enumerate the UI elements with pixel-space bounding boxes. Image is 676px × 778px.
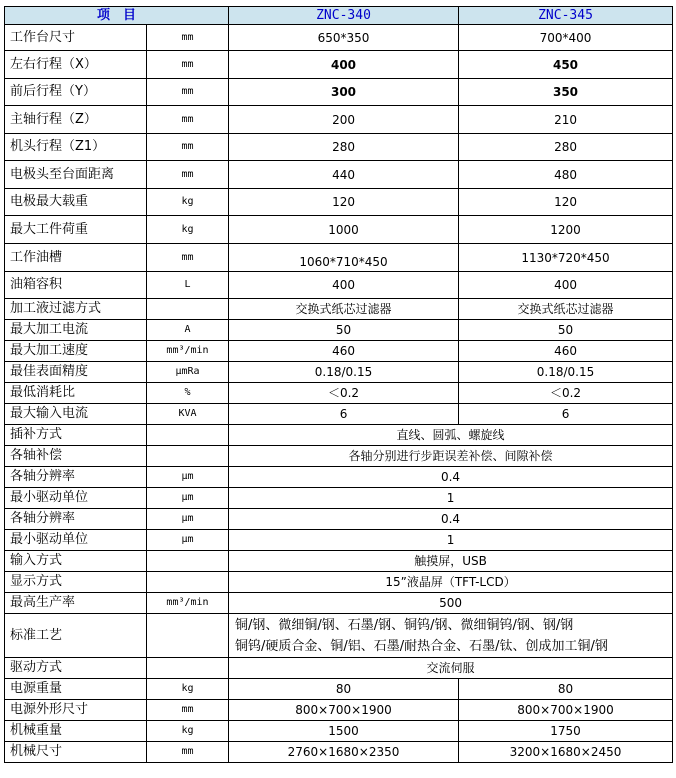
row-value-merged: 500	[229, 593, 673, 614]
row-value-merged: 1	[229, 488, 673, 509]
header-row	[5, 7, 673, 25]
row-label: 电极头至台面距离	[5, 161, 147, 189]
row-value-b: 280	[459, 134, 673, 161]
row-value-b: 460	[459, 341, 673, 362]
row-label: 最大加工电流	[5, 320, 147, 341]
row-unit: mm	[147, 106, 229, 134]
row-value-a: 1000	[229, 216, 459, 244]
row-label: 机械重量	[5, 721, 147, 742]
row-label: 各轴分辨率	[5, 467, 147, 488]
table-row	[5, 488, 673, 509]
table-row	[5, 700, 673, 721]
row-label: 最小驱动单位	[5, 530, 147, 551]
row-value-a: 440	[229, 161, 459, 189]
table-row	[5, 404, 673, 425]
row-value-b: 3200×1680×2450	[459, 742, 673, 763]
row-value-b: 120	[459, 189, 673, 216]
table-row	[5, 509, 673, 530]
row-unit: mm	[147, 700, 229, 721]
row-label: 最小驱动单位	[5, 488, 147, 509]
table-row	[5, 341, 673, 362]
row-label: 工作台尺寸	[5, 25, 147, 51]
row-label: 插补方式	[5, 425, 147, 446]
row-value-b: 480	[459, 161, 673, 189]
row-label: 最低消耗比	[5, 383, 147, 404]
row-value-a: 200	[229, 106, 459, 134]
row-value-merged: 各轴分别进行步距误差补偿、间隙补偿	[229, 446, 673, 467]
row-unit: mm	[147, 25, 229, 51]
row-value-merged: 0.4	[229, 467, 673, 488]
row-label: 标准工艺	[5, 614, 147, 658]
row-unit	[147, 658, 229, 679]
row-unit	[147, 551, 229, 572]
row-label: 各轴分辨率	[5, 509, 147, 530]
row-unit: kg	[147, 721, 229, 742]
row-label: 工作油槽	[5, 244, 147, 272]
row-label: 最大工件荷重	[5, 216, 147, 244]
row-value-b: 450	[459, 51, 673, 79]
row-value-b: 400	[459, 272, 673, 299]
row-label: 机械尺寸	[5, 742, 147, 763]
row-unit: mm	[147, 742, 229, 763]
row-value-a: 120	[229, 189, 459, 216]
table-row	[5, 161, 673, 189]
table-row	[5, 362, 673, 383]
table-row	[5, 25, 673, 51]
row-unit: %	[147, 383, 229, 404]
row-value-b: 1750	[459, 721, 673, 742]
row-unit: L	[147, 272, 229, 299]
row-label: 机头行程（Z1）	[5, 134, 147, 161]
row-unit: mm	[147, 134, 229, 161]
row-unit: kg	[147, 189, 229, 216]
row-unit: mm	[147, 51, 229, 79]
row-value-b: 700*400	[459, 25, 673, 51]
table-row	[5, 383, 673, 404]
row-value-b: 210	[459, 106, 673, 134]
row-value-merged: 1	[229, 530, 673, 551]
row-label: 最大加工速度	[5, 341, 147, 362]
row-label: 油箱容积	[5, 272, 147, 299]
row-unit: mm³/min	[147, 341, 229, 362]
table-row	[5, 658, 673, 679]
row-unit	[147, 614, 229, 658]
table-row	[5, 320, 673, 341]
row-value-a: 交换式纸芯过滤器	[229, 299, 459, 320]
row-unit: μm	[147, 467, 229, 488]
row-value-a: 650*350	[229, 25, 459, 51]
row-value-b: 交换式纸芯过滤器	[459, 299, 673, 320]
row-unit: μm	[147, 488, 229, 509]
row-value-b: 1130*720*450	[459, 244, 673, 272]
table-row	[5, 679, 673, 700]
table-row	[5, 467, 673, 488]
row-value-a: 280	[229, 134, 459, 161]
row-label: 加工液过滤方式	[5, 299, 147, 320]
row-unit: KVA	[147, 404, 229, 425]
row-value-b: 0.18/0.15	[459, 362, 673, 383]
row-label: 最大输入电流	[5, 404, 147, 425]
row-value-b: 6	[459, 404, 673, 425]
table-row	[5, 134, 673, 161]
row-value-a: 1060*710*450	[229, 244, 459, 272]
table-row	[5, 272, 673, 299]
row-unit: mm	[147, 161, 229, 189]
table-row	[5, 551, 673, 572]
row-value-merged: 触摸屏，USB	[229, 551, 673, 572]
row-label: 电源重量	[5, 679, 147, 700]
row-label: 显示方式	[5, 572, 147, 593]
table-row	[5, 614, 673, 658]
process-line-1: 铜/钢、微细铜/钢、石墨/钢、铜钨/钢、微细铜钨/钢、钢/钢	[235, 617, 574, 633]
row-value-a: ＜0.2	[229, 383, 459, 404]
table-row	[5, 106, 673, 134]
row-value-a: 400	[229, 51, 459, 79]
row-unit	[147, 299, 229, 320]
row-unit: kg	[147, 216, 229, 244]
table-row	[5, 572, 673, 593]
row-value-a: 460	[229, 341, 459, 362]
table-row	[5, 216, 673, 244]
row-label: 主轴行程（Z）	[5, 106, 147, 134]
table-row	[5, 593, 673, 614]
table-row	[5, 721, 673, 742]
row-unit: mm³/min	[147, 593, 229, 614]
row-label: 各轴补偿	[5, 446, 147, 467]
row-value-a: 300	[229, 79, 459, 106]
row-value-b: ＜0.2	[459, 383, 673, 404]
row-unit: μmRa	[147, 362, 229, 383]
row-label: 电极最大载重	[5, 189, 147, 216]
row-value-b: 800×700×1900	[459, 700, 673, 721]
row-label: 输入方式	[5, 551, 147, 572]
row-value-a: 400	[229, 272, 459, 299]
spec-table	[4, 6, 673, 763]
row-value-merged: 交流伺服	[229, 658, 673, 679]
row-unit: kg	[147, 679, 229, 700]
table-row	[5, 51, 673, 79]
table-row	[5, 299, 673, 320]
row-value-a: 6	[229, 404, 459, 425]
row-value-a: 800×700×1900	[229, 700, 459, 721]
row-value-b: 1200	[459, 216, 673, 244]
row-label: 前后行程（Y）	[5, 79, 147, 106]
table-row	[5, 244, 673, 272]
row-unit	[147, 572, 229, 593]
row-label: 驱动方式	[5, 658, 147, 679]
row-value-a: 1500	[229, 721, 459, 742]
table-row	[5, 425, 673, 446]
table-row	[5, 742, 673, 763]
row-value-merged: 15”液晶屏（TFT-LCD）	[229, 572, 673, 593]
row-unit: A	[147, 320, 229, 341]
row-unit: μm	[147, 530, 229, 551]
row-value-a: 0.18/0.15	[229, 362, 459, 383]
header-model-b: ZNC-345	[459, 7, 673, 25]
table-row	[5, 189, 673, 216]
row-value-b: 80	[459, 679, 673, 700]
table-row	[5, 530, 673, 551]
row-value-merged: 0.4	[229, 509, 673, 530]
row-label: 最佳表面精度	[5, 362, 147, 383]
row-value-a: 2760×1680×2350	[229, 742, 459, 763]
row-value-merged: 直线、圆弧、螺旋线	[229, 425, 673, 446]
row-unit: μm	[147, 509, 229, 530]
row-unit	[147, 425, 229, 446]
table-row	[5, 79, 673, 106]
row-unit: mm	[147, 244, 229, 272]
row-value-b: 50	[459, 320, 673, 341]
header-item: 项 目	[5, 7, 229, 25]
row-value-a: 80	[229, 679, 459, 700]
row-value-a: 50	[229, 320, 459, 341]
row-label: 左右行程（X）	[5, 51, 147, 79]
header-model-a: ZNC-340	[229, 7, 459, 25]
row-value-merged	[229, 614, 673, 658]
row-unit	[147, 446, 229, 467]
row-label: 最高生产率	[5, 593, 147, 614]
row-unit: mm	[147, 79, 229, 106]
process-line-2: 铜钨/硬质合金、铜/铝、石墨/耐热合金、石墨/钛、创成加工铜/钢	[235, 638, 608, 654]
row-value-b: 350	[459, 79, 673, 106]
row-label: 电源外形尺寸	[5, 700, 147, 721]
table-row	[5, 446, 673, 467]
